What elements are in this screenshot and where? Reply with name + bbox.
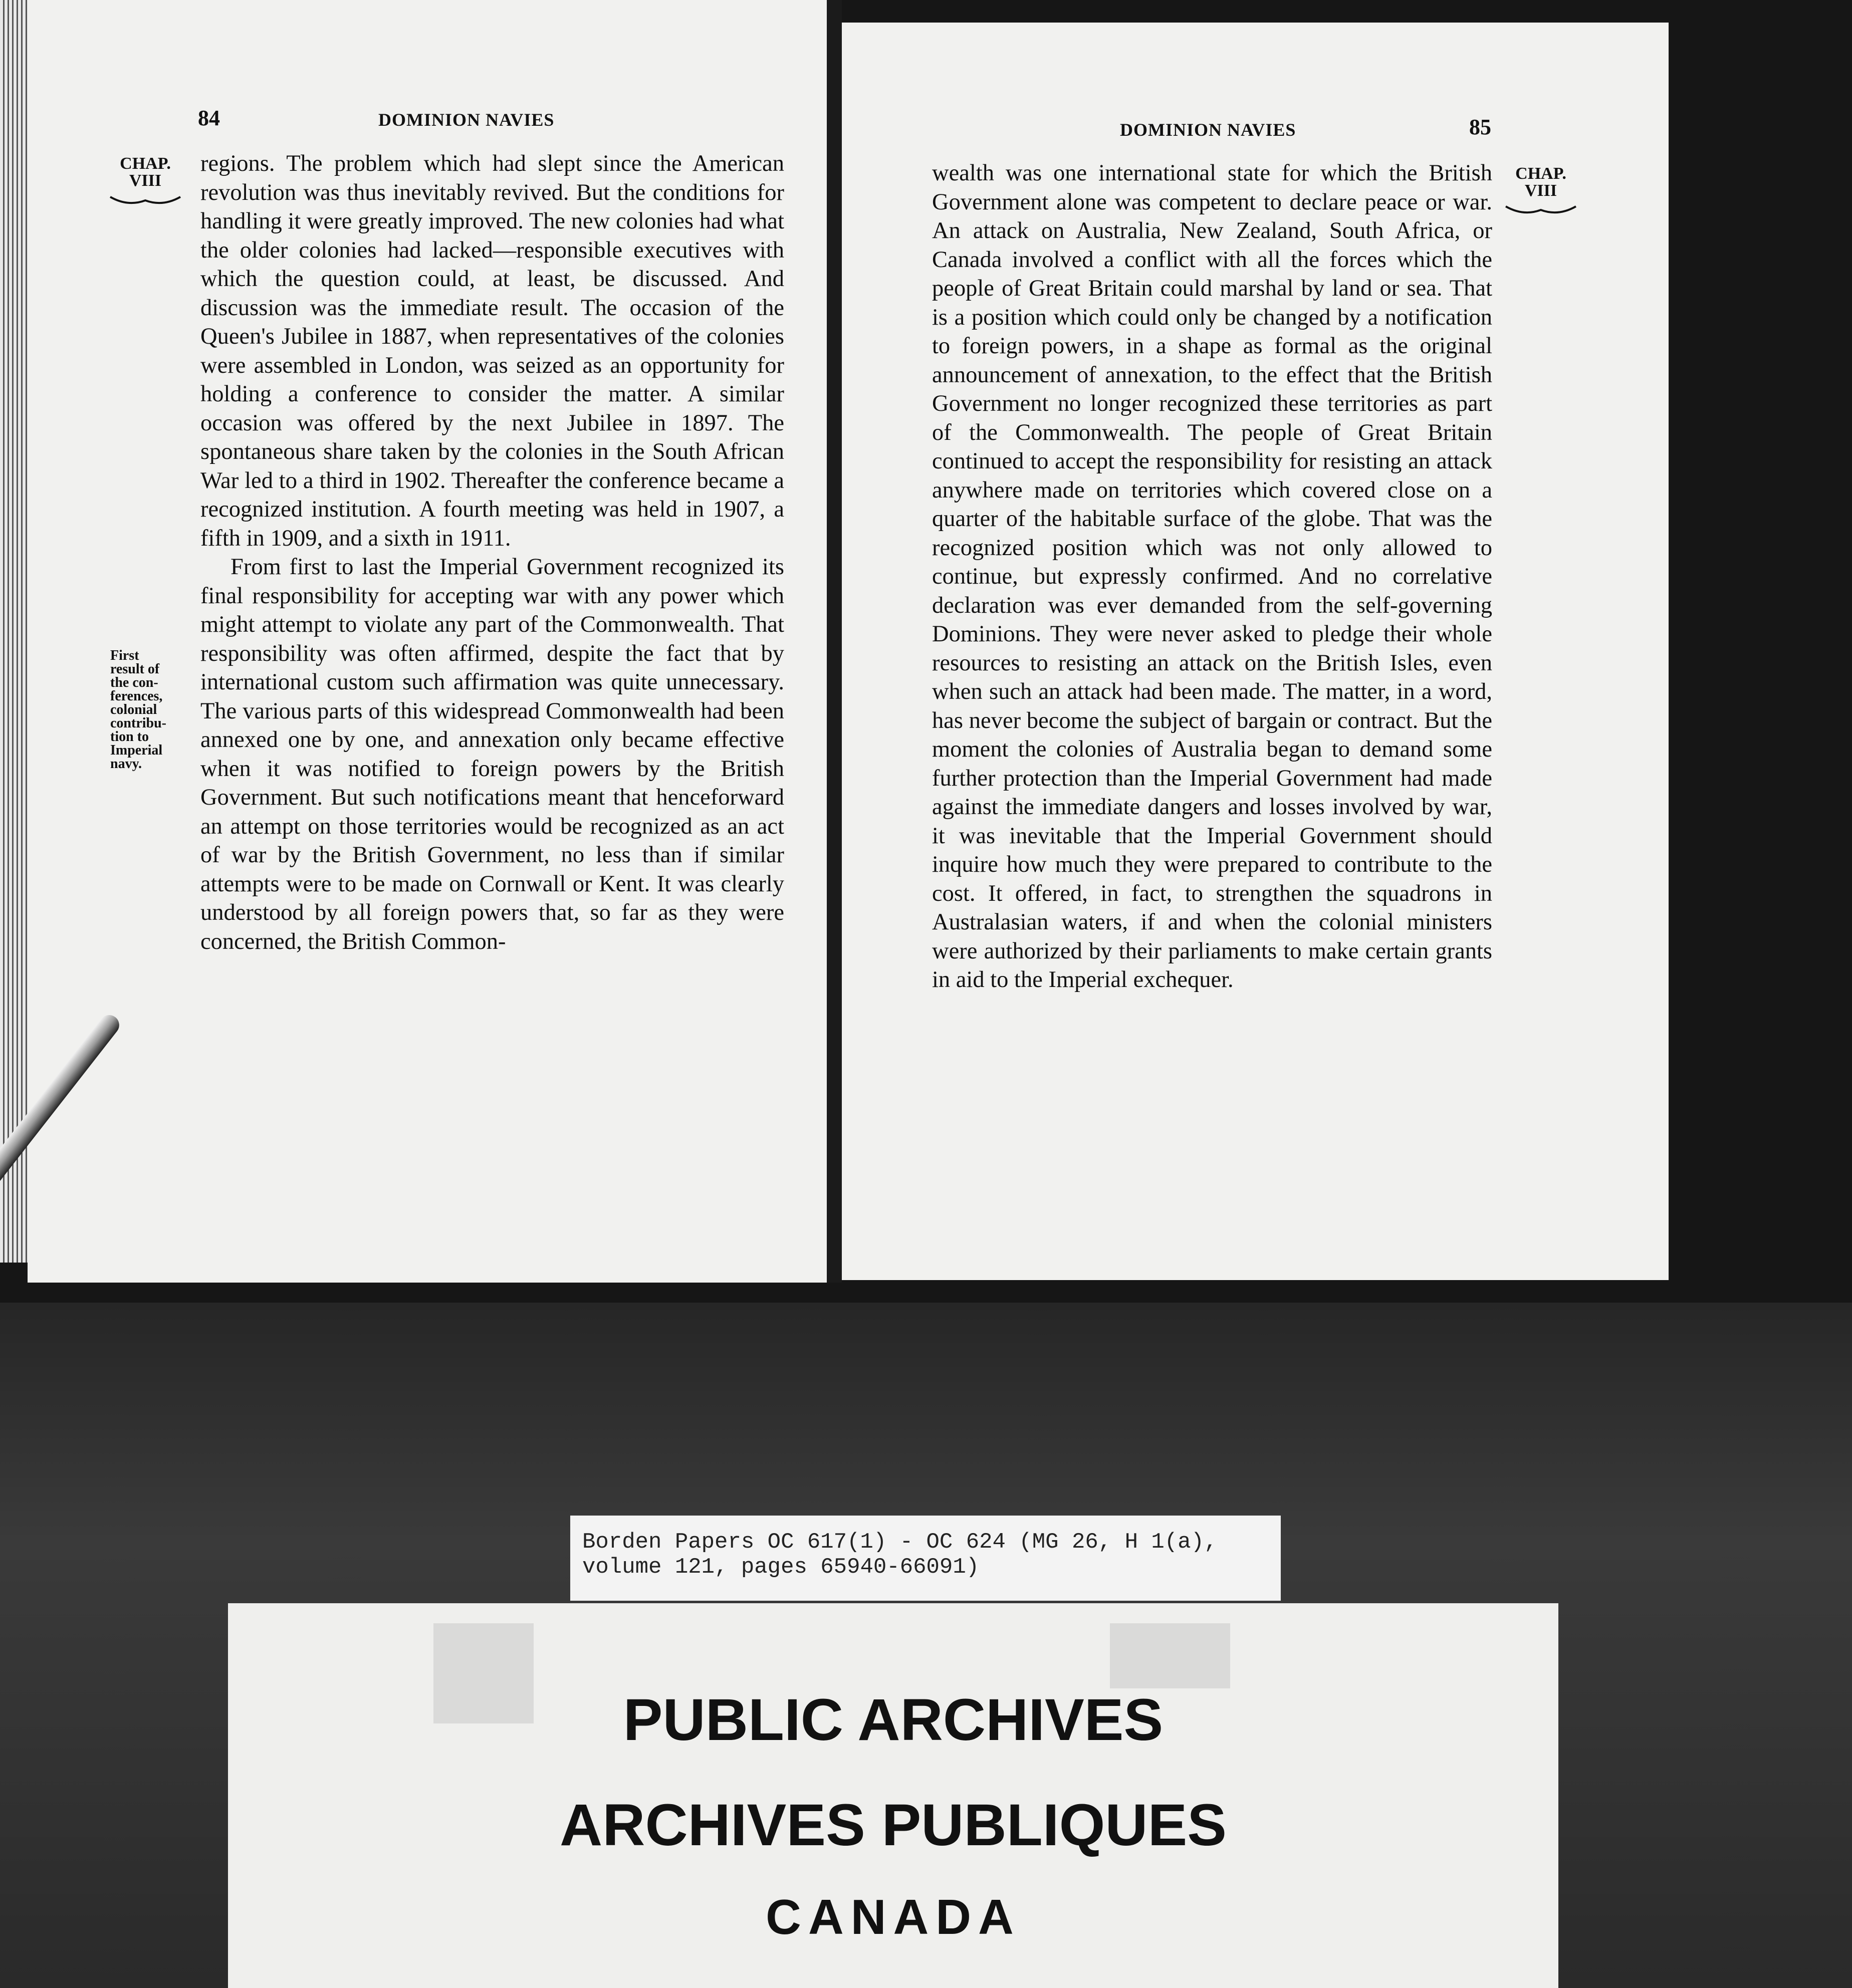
- reel-label-line: volume 121, pages 65940-66091): [582, 1555, 980, 1580]
- chapter-marker: [1508, 165, 1573, 199]
- page-number: 85: [1469, 115, 1491, 139]
- chapter-marker: [113, 155, 178, 189]
- chapter-number: VIII: [129, 171, 162, 190]
- book-page-edges: [0, 0, 30, 1263]
- paragraph: wealth was one international state for which the British Government alone was competent to declare peace or war. An attack on Australia, New Zealand, South Africa, or Canada involved a conflict with all the forces which the people of Great Britain could marshal by land or sea. That is a position which could only be changed by a notification to foreign powers, in a shape as formal as the original announcement of annexation, to the effect that the British Government no longer recognized these territories as part of the Commonwealth. The people of Great Britain continued to accept the responsibility for resisting an attack anywhere made on territories which covered close on a quarter of the habitable surface of the globe. That was the recognized position which was not only allowed to continue, but expressly confirmed. And no correlative declaration was ever demanded from the self-governing Dominions. They were never asked to pledge their whole resources to resisting an attack on the British Isles, even when such an attack had been made. The matter, in a word, has never become the subject of bargain or contract. But the moment the colonies of Australia began to demand some further protection than the Imperial Government had made against the immediate dangers and losses involved by war, it was inevitable that the Imperial Government should inquire how much they were prepared to contribute to the cost. It offered, in fact, to strengthen the squadrons in Australasian waters, if and when the colonial ministers were authorized by their parliaments to make certain grants in aid to the Imperial exchequer.: [932, 160, 1492, 992]
- reel-label: [570, 1516, 1281, 1601]
- reel-label-line: Borden Papers OC 617(1) - OC 624 (MG 26, H 1(a),: [582, 1530, 1218, 1555]
- archive-card: [228, 1603, 1558, 1988]
- margin-note-line: Imperial: [110, 742, 163, 758]
- tape: [1110, 1623, 1230, 1688]
- margin-note-line: First: [110, 648, 139, 663]
- chapter-brace-ornament: [1503, 204, 1578, 219]
- margin-note: [110, 649, 185, 771]
- chapter-label: CHAP.: [1515, 164, 1566, 183]
- margin-note-line: colonial: [110, 702, 157, 717]
- page-number: 84: [198, 106, 220, 130]
- chapter-number: VIII: [1524, 181, 1557, 200]
- paragraph: regions. The problem which had slept since the American revolution was thus inevitably revived. But the conditions for handling it were greatly improved. The new colonies had what the older colonies had lacked—responsible executives with which the question could, at least, be discussed. And discussion was the immediate result. The occasion of the Queen's Jubilee in 1887, when representatives of the colonies were assembled in London, was seized as an opportunity for holding a conference to consider the matter. A similar occasion was offered by the next Jubilee in 1897. The spontaneous share taken by the colonies in the South African War led to a third in 1902. Thereafter the conference became a recognized institution. A fourth meeting was held in 1907, a fifth in 1909, and a sixth in 1911.: [200, 151, 784, 551]
- archive-title-fr: ARCHIVES PUBLIQUES: [560, 1792, 1227, 1858]
- margin-note-line: result of: [110, 661, 160, 677]
- margin-note-line: ferences,: [110, 688, 163, 704]
- running-head: DOMINION NAVIES: [1120, 120, 1296, 140]
- right-body-text: [932, 159, 1492, 995]
- archive-country: CANADA: [766, 1889, 1021, 1944]
- chapter-brace-ornament: [108, 194, 183, 209]
- margin-note-line: tion to: [110, 729, 149, 744]
- running-head: DOMINION NAVIES: [378, 110, 555, 130]
- margin-note-line: the con-: [110, 675, 158, 690]
- chapter-label: CHAP.: [120, 154, 171, 173]
- margin-note-line: navy.: [110, 756, 142, 772]
- right-page: [842, 23, 1669, 1280]
- left-page: [28, 0, 827, 1283]
- archive-title-en: PUBLIC ARCHIVES: [623, 1687, 1164, 1753]
- book-gutter: [827, 0, 842, 1283]
- left-body-text: [200, 149, 784, 956]
- margin-note-line: contribu-: [110, 715, 166, 731]
- paragraph: From first to last the Imperial Government recognized its final responsibility for accepting war with any power which might attempt to violate any part of the Commonwealth. That responsibility was often affirmed, despite the fact that by international custom such affirmation was quite unnecessary. The various parts of this widespread Commonwealth had been annexed one by one, and annexation only became effective when it was notified to foreign powers by the British Government. But such notifications meant that henceforward an attempt on those territories would be recognized as an act of war by the British Government, no less than if similar attempts were to be made on Cornwall or Kent. It was clearly understood by all foreign powers that, so far as they were concerned, the British Common-: [200, 554, 784, 954]
